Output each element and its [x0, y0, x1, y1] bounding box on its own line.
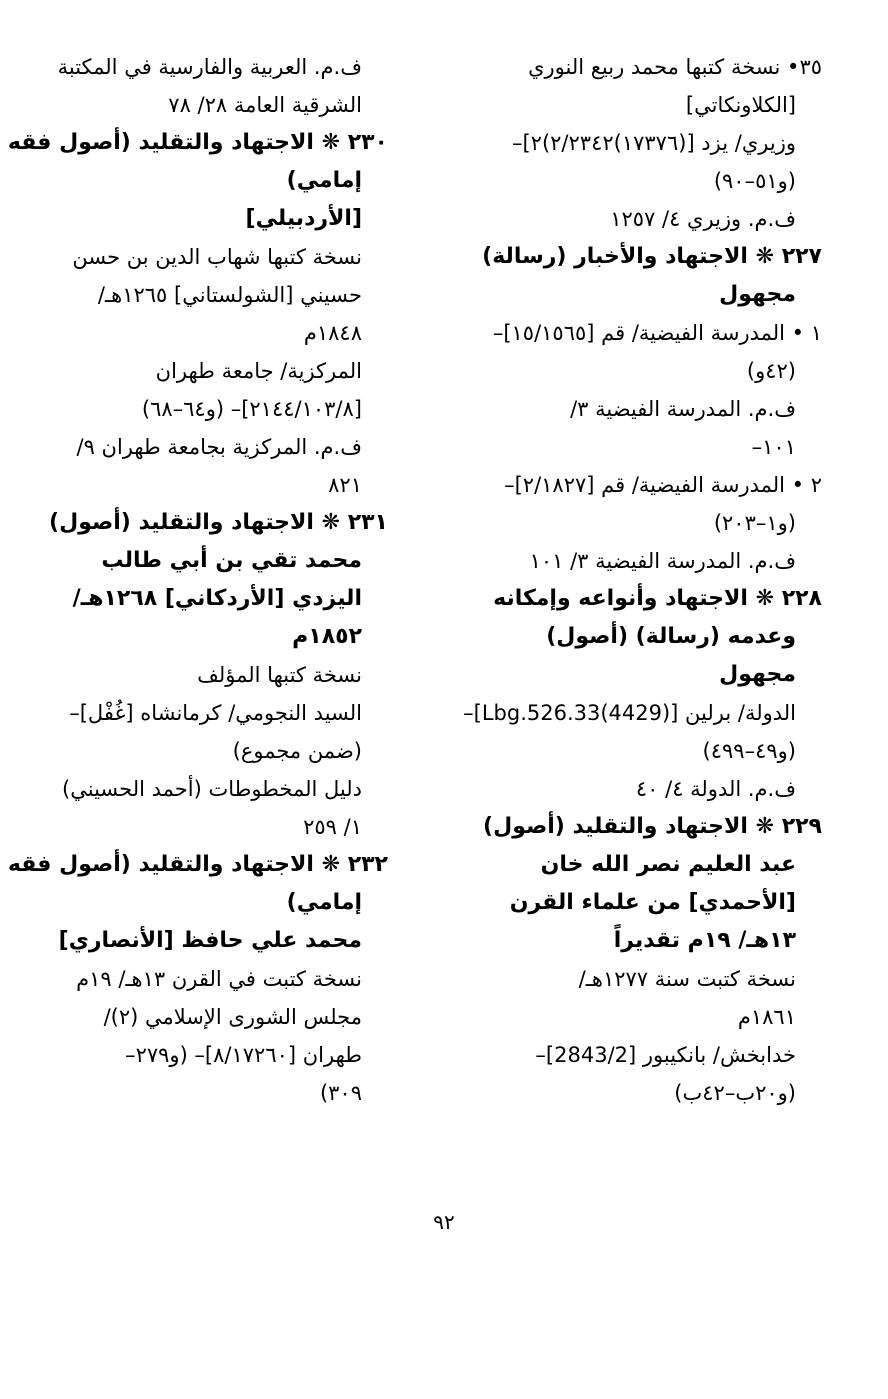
text-line: ف.م. وزيري ٤/ ١٢٥٧: [610, 207, 796, 231]
text-line: ١٣هـ/ ١٩م تقديراً: [613, 928, 796, 953]
text-line: ف.م. المدرسة الفيضية ٣/: [570, 397, 796, 421]
text-line: ١٨٥٢م: [292, 624, 362, 649]
text-line: ١ • المدرسة الفيضية/ قم [١٥/١٥٦٥]–: [492, 321, 822, 345]
text-line: محمد تقي بن أبي طالب: [101, 548, 362, 573]
text-line: [الكلاونكاتي]: [685, 93, 796, 117]
text-line: الشرقية العامة ٢٨/ ٧٨: [168, 93, 362, 117]
text-line: وزيري/ يزد [(١٧٣٧٦)٢/٢٣٤٢)٢]–: [511, 131, 796, 155]
text-line: [الأحمدي] من علماء القرن: [509, 890, 796, 915]
text-line: عبد العليم نصر الله خان: [540, 852, 796, 877]
text-line: ف.م. العربية والفارسية في المكتبة: [57, 55, 362, 79]
text-line: (و٥١–٩٠): [713, 169, 796, 193]
text-line: إمامي): [286, 168, 362, 193]
entry-heading: ٢٢٩ ❋ الاجتهاد والتقليد (أصول): [483, 814, 822, 839]
text-line: الدولة/ برلين [Lbg.526.33(4429)]–: [463, 701, 796, 725]
text-line: خدابخش/ بانكيبور [2843/2]–: [535, 1043, 796, 1067]
text-line: (و٢٠ب–٤٢ب): [674, 1081, 796, 1105]
text-line: مجهول: [719, 282, 796, 307]
text-line: ف.م. المدرسة الفيضية ٣/ ١٠١: [529, 549, 796, 573]
entry-heading: ٢٢٧ ❋ الاجتهاد والأخبار (رسالة): [482, 244, 822, 269]
text-line: ١٨٦١م: [737, 1005, 796, 1029]
text-line: ٨٢١: [328, 473, 362, 497]
text-line: نسخة كتبت سنة ١٢٧٧هـ/: [578, 967, 796, 991]
text-line: ١/ ٢٥٩: [303, 815, 362, 839]
text-line: ٣٠٩): [319, 1081, 362, 1105]
text-line: دليل المخطوطات (أحمد الحسيني): [62, 777, 362, 801]
text-line: ٢ • المدرسة الفيضية/ قم [٢/١٨٢٧]–: [504, 473, 822, 497]
text-line: المركزية/ جامعة طهران: [155, 359, 362, 383]
text-line: ٣٥• نسخة كتبها محمد ربيع النوري: [528, 55, 822, 79]
text-line: طهران [٨/١٧٢٦٠]– (و٢٧٩–: [125, 1043, 362, 1067]
entry-heading: ٢٣٠ ❋ الاجتهاد والتقليد (أصول فقه: [7, 130, 388, 155]
text-line: ١٨٤٨م: [303, 321, 362, 345]
page-number: ٩٢: [433, 1210, 455, 1234]
text-line: (و٤٩–٤٩٩): [702, 739, 796, 763]
entry-heading: ٢٢٨ ❋ الاجتهاد وأنواعه وإمكانه: [493, 586, 822, 611]
text-line: حسيني [الشولستاني] ١٢٦٥هـ/: [97, 283, 362, 307]
entry-heading: ٢٣١ ❋ الاجتهاد والتقليد (أصول): [49, 510, 388, 535]
text-line: إمامي): [286, 890, 362, 915]
text-line: نسخة كتبت في القرن ١٣هـ/ ١٩م: [76, 967, 362, 991]
left-column: [7, 48, 388, 1112]
text-line: نسخة كتبها شهاب الدين بن حسن: [72, 245, 362, 269]
text-line: مجلس الشورى الإسلامي (٢)/: [103, 1005, 362, 1029]
text-line: ١٠١–: [751, 435, 796, 459]
text-line: ف.م. المركزية بجامعة طهران ٩/: [76, 435, 362, 459]
entry-heading: ٢٣٢ ❋ الاجتهاد والتقليد (أصول فقه: [7, 852, 388, 877]
text-line: (و١–٢٠٣): [713, 511, 796, 535]
right-column: [463, 48, 822, 1112]
text-line: ف.م. الدولة ٤/ ٤٠: [635, 777, 796, 801]
text-line: محمد علي حافظ [الأنصاري]: [58, 928, 362, 953]
text-line: نسخة كتبها المؤلف: [197, 663, 362, 687]
text-line: (٤٢و): [746, 359, 796, 383]
text-line: [الأردبيلي]: [245, 206, 362, 231]
text-line: [٢١٤٤/١٠٣/٨]– (و٦٤–٦٨): [141, 397, 362, 421]
text-line: اليزدي [الأردكاني] ١٢٦٨هـ/: [72, 586, 362, 611]
text-line: وعدمه (رسالة) (أصول): [546, 624, 796, 649]
text-line: (ضمن مجموع): [232, 739, 362, 763]
text-line: مجهول: [719, 662, 796, 687]
text-line: السيد النجومي/ كرمانشاه [غُفْل]–: [69, 701, 362, 725]
